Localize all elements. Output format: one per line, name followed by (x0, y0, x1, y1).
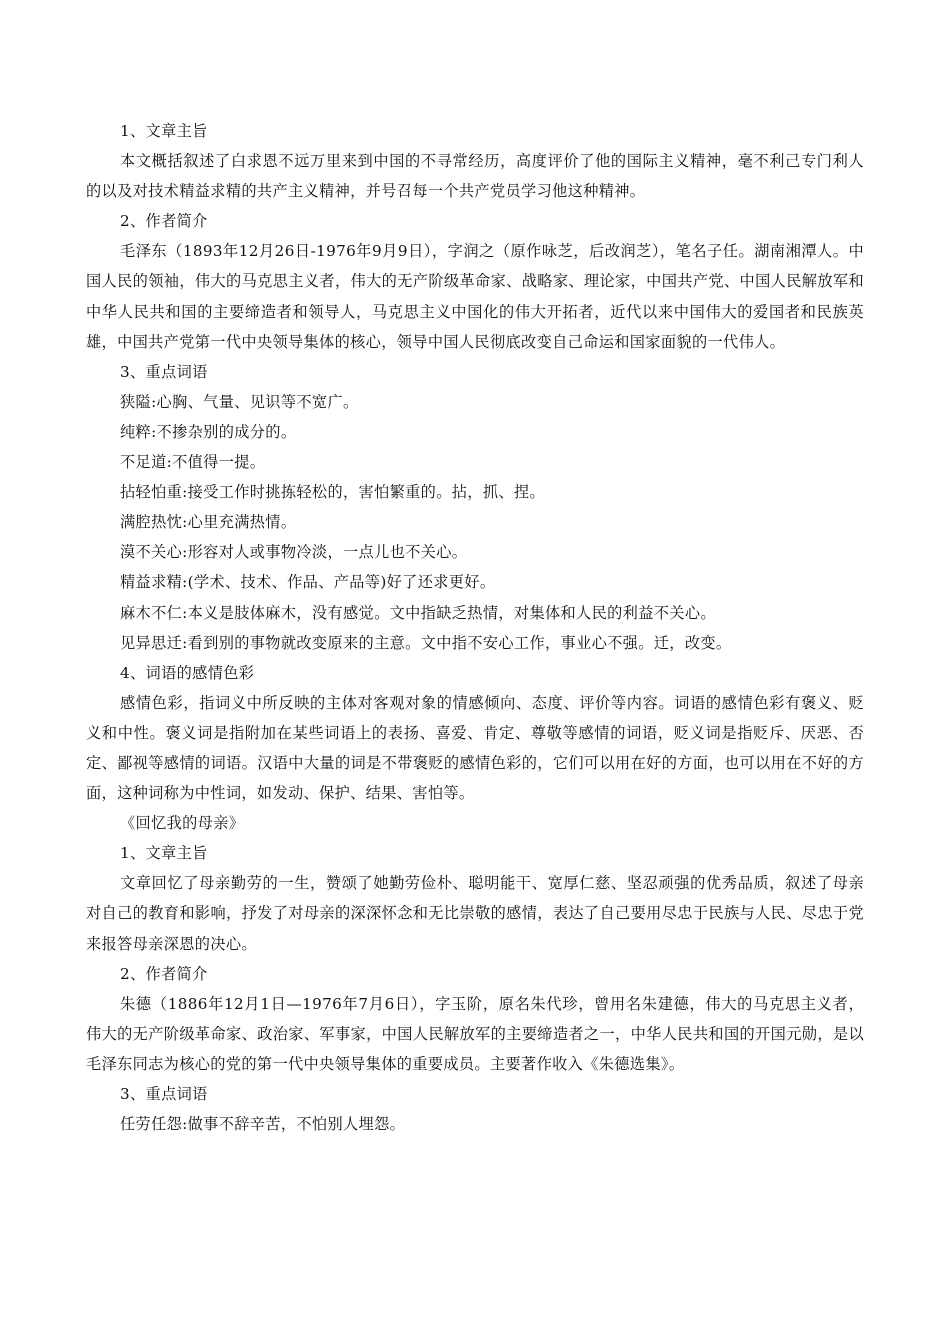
vocab-item: 漠不关心:形容对人或事物冷淡，一点儿也不关心。 (120, 543, 468, 562)
section-heading-key-words: 3、重点词语 (120, 362, 208, 381)
section-heading-key-words-2: 3、重点词语 (120, 1085, 208, 1103)
paragraph-article-theme-2: 文章回忆了母亲勤劳的一生，赞颂了她勤劳俭朴、聪明能干、宽厚仁慈、坚忍顽强的优秀品质，叙述了母亲对自己的教育和影响，抒发了对母亲的深深怀念和无比崇敬的感情，表达了自己要用尽忠于民族与人民、尽忠于党来报答母亲深恩的决心。 (86, 874, 864, 953)
vocab-item: 不足道:不值得一提。 (120, 453, 266, 472)
section-heading-article-theme-2: 1、文章主旨 (120, 844, 208, 863)
vocab-item: 狭隘:心胸、气量、见识等不宽广。 (120, 392, 359, 411)
section-heading-author-intro-2: 2、作者简介 (120, 964, 208, 983)
vocab-item: 精益求精:(学术、技术、作品、产品等)好了还求更好。 (120, 573, 496, 592)
vocab-item: 麻木不仁:本义是肢体麻木，没有感觉。文中指缺乏热情，对集体和人民的利益不关心。 (120, 603, 716, 622)
document-body (86, 116, 864, 1139)
paragraph-article-theme: 本文概括叙述了白求恩不远万里来到中国的不寻常经历，高度评价了他的国际主义精神，毫不利己专门利人的以及对技术精益求精的共产主义精神，并号召每一个共产党员学习他这种精神。 (86, 152, 864, 201)
section-heading-emotional-color: 4、词语的感情色彩 (120, 663, 255, 682)
paragraph-author-intro: 毛泽东（1893年12月26日-1976年9月9日），字润之（原作咏芝，后改润芝），笔名子任。湖南湘潭人。中国人民的领袖，伟大的马克思主义者，伟大的无产阶级革命家、战略家、理论家，中国共产党、中国人民解放军和中华人民共和国的主要缔造者和领导人，马克思主义中国化的伟大开拓者，近代以来中国伟大的爱国者和民族英雄，中国共产党第一代中央领导集体的核心，领导中国人民彻底改变自己命运和国家面貌的一代伟人。 (86, 242, 864, 351)
section-heading-article-theme: 1、文章主旨 (120, 122, 208, 140)
paragraph-author-intro-2: 朱德（1886年12月1日—1976年7月6日），字玉阶，原名朱代珍，曾用名朱建德，伟大的马克思主义者，伟大的无产阶级革命家、政治家、军事家，中国人民解放军的主要缔造者之一，中华人民共和国的开国元勋，是以毛泽东同志为核心的党的第一代中央领导集体的重要成员。主要著作收入《朱德选集》。 (86, 994, 864, 1073)
paragraph-emotional-color: 感情色彩，指词义中所反映的主体对客观对象的情感倾向、态度、评价等内容。词语的感情色彩有褒义、贬义和中性。褒义词是指附加在某些词语上的表扬、喜爱、肯定、尊敬等感情的词语，贬义词是指贬斥、厌恶、否定、鄙视等感情的词语。汉语中大量的词是不带褒贬的感情色彩的，它们可以用在好的方面，也可以用在不好的方面，这种词称为中性词，如发动、保护、结果、害怕等。 (86, 693, 864, 803)
article-title: 《回忆我的母亲》 (120, 814, 245, 833)
vocab-item: 任劳任怨:做事不辞辛苦，不怕别人埋怨。 (120, 1115, 406, 1134)
vocab-item: 拈轻怕重:接受工作时挑拣轻松的，害怕繁重的。拈，抓、捏。 (120, 483, 545, 502)
section-heading-author-intro: 2、作者简介 (120, 212, 208, 231)
vocab-item: 见异思迁:看到别的事物就改变原来的主意。文中指不安心工作，事业心不强。迁，改变。 (120, 633, 732, 652)
vocab-item: 纯粹:不掺杂别的成分的。 (120, 422, 297, 441)
vocab-item: 满腔热忱:心里充满热情。 (120, 513, 297, 532)
